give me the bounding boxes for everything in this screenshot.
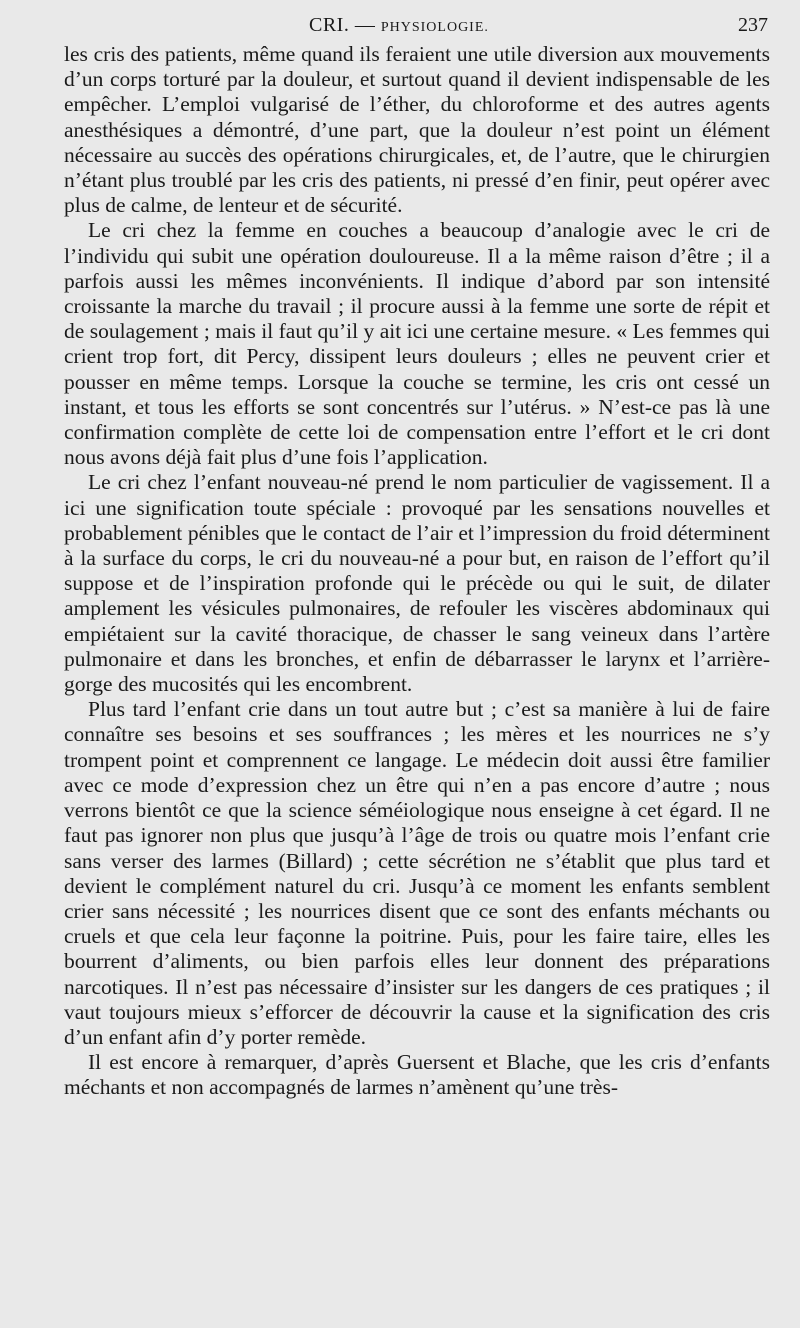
page-number: 237 [738,14,768,36]
body-text [64,42,770,1101]
paragraph-3: Le cri chez l’enfant nouveau-né prend le nom particulier de vagissement. Il a ici une signification toute spéciale : provoqué par les sensations nouvelles et probablement pénibles que le contact de l’air et l’impression du froid déterminent à la surface du corps, le cri du nouveau-né a pour but, en raison de l’effort qu’il suppose et de l’inspiration profonde qui le précède ou qui le suit, de dilater amplement les vésicules pulmonaires, de refouler les viscères abdominaux qui empiétaient sur la cavité thoracique, de chasser le sang veineux dans l’artère pulmonaire et dans les bronches, et enfin de débarrasser le larynx et l’arrière-gorge des mucosités qui les encombrent. [64,470,770,697]
running-title [309,14,489,37]
running-header [64,10,770,42]
header-dash: — [354,14,376,36]
paragraph-5: Il est encore à remarquer, d’après Guersent et Blache, que les cris d’enfants méchants et non accompagnés de larmes n’amènent qu’une très- [64,1050,770,1100]
paragraph-1: les cris des patients, même quand ils feraient une utile diversion aux mouvements d’un corps torturé par la douleur, et surtout quand il devient indispensable de les empêcher. L’emploi vulgarisé de l’éther, du chloroforme et des autres agents anesthésiques a démontré, d’une part, que la douleur n’est point un élément nécessaire au succès des opérations chirurgicales, et, de l’autre, que le chirurgien n’étant plus troublé par les cris des patients, ni pressé d’en finir, peut opérer avec plus de calme, de lenteur et de sécurité. [64,42,770,218]
paragraph-2: Le cri chez la femme en couches a beaucoup d’analogie avec le cri de l’individu qui subit une opération douloureuse. Il a la même raison d’être ; il a parfois aussi les mêmes inconvénients. Il indique d’abord par son intensité croissante la marche du travail ; il procure aussi à la femme une sorte de répit et de soulagement ; mais il faut qu’il y ait ici une certaine mesure. « Les femmes qui crient trop fort, dit Percy, dissipent leurs douleurs ; elles ne peuvent crier et pousser en même temps. Lorsque la couche se termine, les cris ont cessé un instant, et tous les efforts se sont concentrés sur l’utérus. » N’est-ce pas là une confirmation complète de cette loi de compensation entre l’effort et le cri dont nous avons déjà fait plus d’une fois l’application. [64,218,770,470]
header-title: CRI. [309,14,350,36]
header-section: PHYSIOLOGIE. [380,20,489,35]
paragraph-4: Plus tard l’enfant crie dans un tout autre but ; c’est sa manière à lui de faire connaître ses besoins et ses souffrances ; les mères et les nourrices ne s’y trompent point et comprennent ce langage. Le médecin doit aussi être familier avec ce mode d’expression chez un être qui n’en a pas encore d’autre ; nous verrons bientôt ce que la science séméiologique nous enseigne à cet égard. Il ne faut pas ignorer non plus que jusqu’à l’âge de trois ou quatre mois l’enfant crie sans verser des larmes (Billard) ; cette sécrétion ne s’établit que plus tard et devient le complément naturel du cri. Jusqu’à ce moment les enfants semblent crier sans nécessité ; les nourrices disent que ce sont des enfants méchants ou cruels et que cela leur façonne la poitrine. Puis, pour les faire taire, elles les bourrent d’aliments, ou bien parfois elles leur donnent des préparations narcotiques. Il n’est pas nécessaire d’insister sur les dangers de ces pratiques ; il vaut toujours mieux s’efforcer de découvrir la cause et la signification des cris d’un enfant afin d’y porter remède. [64,697,770,1049]
